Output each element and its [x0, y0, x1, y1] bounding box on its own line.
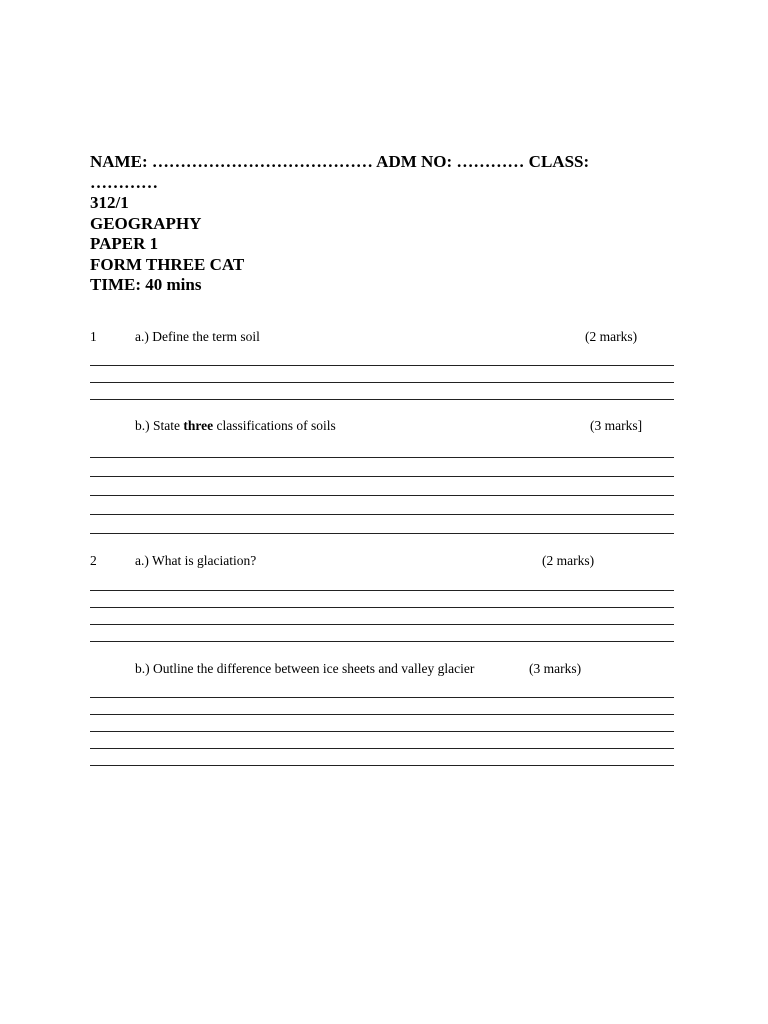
- answer-space[interactable]: [90, 365, 674, 400]
- class-continuation: …………: [90, 172, 158, 192]
- answer-line: [90, 533, 674, 534]
- answer-line: [90, 365, 674, 366]
- answer-space[interactable]: [90, 590, 674, 642]
- question-1a: [90, 328, 680, 400]
- question-marks: (3 marks): [529, 660, 582, 676]
- answer-line: [90, 495, 674, 496]
- exam-content: [90, 152, 680, 766]
- question-text-part: b.) State: [135, 417, 184, 433]
- answer-line: [90, 697, 674, 698]
- question-2b: [90, 660, 680, 766]
- answer-line: [90, 382, 674, 383]
- question-marks: (2 marks): [542, 552, 595, 568]
- answer-line: [90, 714, 674, 715]
- exam-header: [90, 152, 680, 296]
- question-text: b.) Outline the difference between ice sheets and valley glacier: [135, 660, 475, 676]
- answer-line: [90, 748, 674, 749]
- answer-line: [90, 476, 674, 477]
- answer-line: [90, 457, 674, 458]
- exam-title: FORM THREE CAT: [90, 254, 245, 274]
- answer-space[interactable]: [90, 697, 674, 766]
- question-text: a.) Define the term soil: [135, 328, 260, 344]
- answer-line: [90, 765, 674, 766]
- paper-code: 312/1: [90, 193, 129, 212]
- answer-line: [90, 641, 674, 642]
- answer-line: [90, 590, 674, 591]
- answer-space[interactable]: [90, 457, 674, 534]
- question-text-part: classifications of soils: [213, 417, 336, 433]
- question-number: 2: [90, 552, 97, 568]
- time-allowed: TIME: 40 mins: [90, 275, 202, 294]
- answer-line: [90, 514, 674, 515]
- question-number: 1: [90, 328, 97, 344]
- paper-number: PAPER 1: [90, 234, 159, 253]
- question-2a: [90, 552, 680, 642]
- question-1b: [90, 417, 680, 534]
- question-text: [135, 417, 336, 435]
- name-adm-class-line: NAME: ………………………………… ADM NO: ………… CLASS:: [90, 152, 590, 171]
- question-marks: (3 marks]: [590, 417, 643, 433]
- question-text-emphasis: three: [183, 417, 214, 433]
- answer-line: [90, 624, 674, 625]
- answer-line: [90, 399, 674, 400]
- answer-line: [90, 731, 674, 732]
- answer-line: [90, 607, 674, 608]
- question-text: a.) What is glaciation?: [135, 552, 257, 568]
- subject: GEOGRAPHY: [90, 213, 202, 233]
- question-marks: (2 marks): [585, 328, 638, 344]
